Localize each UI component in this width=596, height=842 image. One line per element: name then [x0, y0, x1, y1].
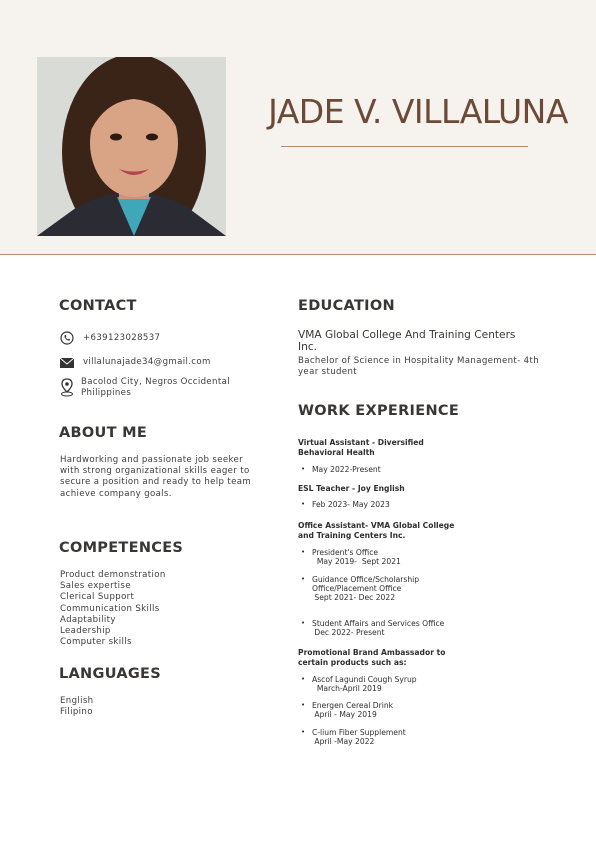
- envelope-icon: [59, 356, 75, 370]
- competences-heading: COMPETENCES: [59, 540, 184, 556]
- contact-email: [59, 356, 211, 370]
- location-pin-icon: [59, 377, 75, 397]
- job-title-line: Office Assistant- VMA Global College: [298, 521, 455, 530]
- job-title-line: ESL Teacher - Joy English: [298, 484, 405, 493]
- job-title-line: Behavioral Health: [298, 447, 375, 457]
- bullet-dot-icon: •: [301, 728, 306, 736]
- contact-heading: CONTACT: [59, 298, 137, 314]
- bullet-text: C-lium Fiber Supplement April -May 2022: [312, 728, 406, 746]
- job-bullet: [301, 675, 417, 693]
- bullet-text: May 2022-Present: [312, 465, 381, 474]
- job-title: [298, 484, 468, 494]
- about-text: [60, 455, 251, 500]
- competence-item: Product demonstration: [60, 570, 166, 580]
- competence-item: Sales expertise: [60, 581, 131, 592]
- education-heading: EDUCATION: [298, 298, 395, 314]
- competence-item: Computer skills: [60, 637, 132, 648]
- competence-item: Communication Skills: [60, 603, 160, 614]
- profile-photo: [37, 57, 226, 236]
- bullet-text: Energen Cereal Drink April - May 2019: [312, 701, 394, 719]
- school-line-1: VMA Global College And Training Centers: [298, 329, 516, 341]
- job-bullet: [301, 701, 393, 719]
- job-title-line: and Training Centers Inc.: [298, 530, 406, 540]
- contact-address: [59, 377, 230, 398]
- about-line: achieve company goals.: [60, 488, 172, 499]
- bullet-dot-icon: •: [301, 548, 306, 556]
- competence-item: Adaptability: [60, 614, 116, 625]
- job-bullet: [301, 548, 401, 566]
- bullet-text: Feb 2023- May 2023: [312, 500, 390, 509]
- competence-item: Clerical Support: [60, 592, 135, 603]
- bullet-text: Ascof Lagundi Cough Syrup March-April 2019: [312, 675, 417, 693]
- job-bullet: [301, 619, 444, 637]
- job-title-line: certain products such as:: [298, 657, 407, 667]
- job-title: [298, 438, 468, 457]
- job-title-line: Promotional Brand Ambassador to: [298, 648, 446, 657]
- degree-line-2: year student: [298, 367, 357, 377]
- bullet-dot-icon: •: [301, 465, 306, 473]
- language-item: English: [60, 696, 94, 706]
- job-title: [298, 648, 468, 667]
- about-line: with strong organizational skills eager to: [60, 466, 250, 477]
- languages-heading: LANGUAGES: [59, 666, 161, 682]
- address-line-2: Philippines: [81, 387, 132, 398]
- degree-line-1: Bachelor of Science in Hospitality Management- 4th: [298, 356, 540, 366]
- school-line-2: Inc.: [298, 341, 318, 353]
- bullet-dot-icon: •: [301, 500, 306, 508]
- bullet-dot-icon: •: [301, 619, 306, 627]
- job-bullet: [301, 575, 419, 602]
- about-line: Hardworking and passionate job seeker: [60, 455, 244, 465]
- bullet-text: Guidance Office/Scholarship Office/Placement Office Sept 2021- Dec 2022: [312, 575, 420, 602]
- phone-number[interactable]: +639123028537: [83, 333, 161, 343]
- phone-icon: [59, 331, 75, 345]
- address-line-1: Bacolod City, Negros Occidental: [81, 377, 230, 387]
- email-address[interactable]: villalunajade34@gmail.com: [83, 357, 211, 367]
- contact-phone: [59, 331, 160, 345]
- candidate-name: JADE V. VILLALUNA: [268, 92, 568, 131]
- job-title-line: Virtual Assistant - Diversified: [298, 438, 424, 447]
- about-heading: ABOUT ME: [59, 425, 148, 441]
- bullet-dot-icon: •: [301, 701, 306, 709]
- competences-list: [60, 570, 166, 648]
- languages-list: [60, 696, 93, 718]
- job-bullet: [301, 728, 406, 746]
- bullet-text: President's Office May 2019- Sept 2021: [312, 548, 401, 566]
- bullet-text: Student Affairs and Services Office Dec 2022- Present: [312, 619, 445, 637]
- language-item: Filipino: [60, 707, 93, 718]
- bullet-dot-icon: •: [301, 675, 306, 683]
- job-bullet: [301, 465, 381, 474]
- job-bullet: [301, 500, 390, 509]
- work-heading: WORK EXPERIENCE: [298, 403, 460, 419]
- bullet-dot-icon: •: [301, 575, 306, 583]
- job-title: [298, 521, 468, 540]
- school-name: [298, 329, 515, 353]
- degree: [298, 356, 539, 378]
- name-underline: [281, 146, 528, 147]
- competence-item: Leadership: [60, 626, 111, 637]
- about-line: secure a position and ready to help team: [60, 477, 252, 488]
